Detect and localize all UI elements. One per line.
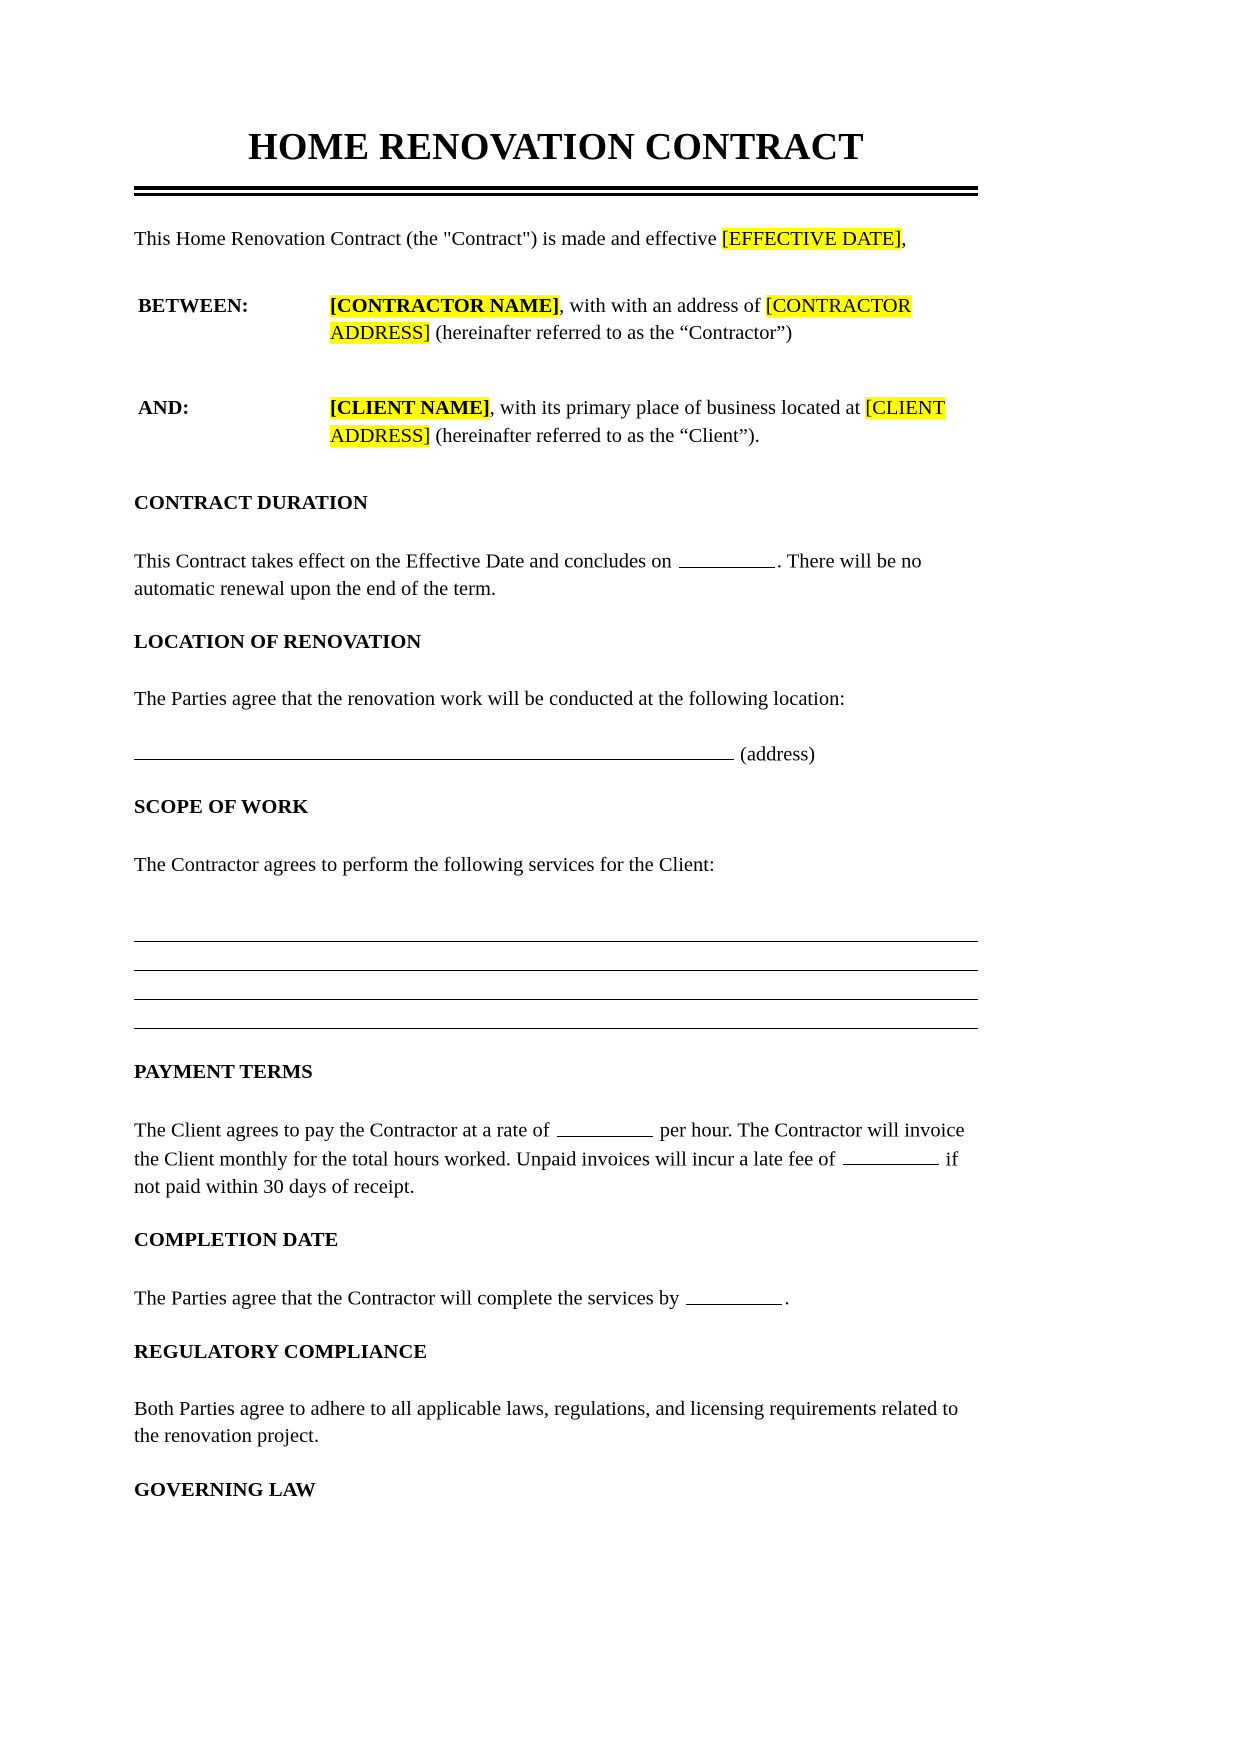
payment-terms-text-1: The Client agrees to pay the Contractor at a rate of [134, 1119, 555, 1142]
client-address-placeholder[interactable]: [CLIENT ADDRESS] [330, 397, 946, 447]
spacer [134, 714, 978, 740]
contractor-text-after-address: (hereinafter referred to as the “Contractor”) [430, 322, 793, 345]
heading-regulatory-compliance: REGULATORY COMPLIANCE [134, 1340, 428, 1363]
scope-of-work-blank-lines [134, 913, 978, 1029]
heading-governing-law: GOVERNING LAW [134, 1478, 316, 1501]
contractor-name-placeholder[interactable]: [CONTRACTOR NAME] [330, 294, 560, 317]
effective-date-placeholder[interactable]: [EFFECTIVE DATE] [721, 227, 902, 250]
intro-text-leading: This Home Renovation Contract (the "Contract") is made and effective [134, 227, 722, 250]
heading-location-of-renovation: LOCATION OF RENOVATION [134, 631, 422, 654]
heading-payment-terms: PAYMENT TERMS [134, 1060, 313, 1083]
paragraph-regulatory-compliance: Both Parties agree to adhere to all applicable laws, regulations, and licensing requirements related to the renovation project. [134, 1398, 959, 1448]
spacer [134, 1254, 978, 1284]
completion-date-blank[interactable] [686, 1284, 782, 1304]
party-label-and: AND: [138, 397, 190, 420]
spacer [134, 1029, 978, 1059]
intro-paragraph [134, 226, 978, 253]
spacer [134, 603, 978, 629]
contract-duration-text-2: . There will be no automatic renewal upon the end of the term. [134, 550, 922, 600]
spacer [134, 768, 978, 794]
party-label-between: BETWEEN: [138, 294, 249, 317]
party-text-between [330, 293, 978, 348]
spacer [134, 656, 978, 686]
contract-duration-text-1: This Contract takes effect on the Effective Date and concludes on [134, 550, 677, 573]
party-text-and [330, 395, 978, 450]
spacer [134, 1086, 978, 1116]
client-name-placeholder[interactable]: [CLIENT NAME] [330, 397, 490, 420]
title-divider [134, 186, 978, 196]
client-text-after-address: (hereinafter referred to as the “Client”). [430, 424, 760, 447]
spacer [134, 1451, 978, 1477]
spacer [134, 253, 978, 293]
document-content [134, 0, 978, 1504]
spacer [134, 1201, 978, 1227]
payment-terms-text-3: if not paid within 30 days of receipt. [134, 1148, 959, 1198]
scope-blank-line[interactable] [134, 1000, 978, 1029]
spacer [134, 1313, 978, 1339]
contractor-text-after-name: , with with an address of [559, 294, 766, 317]
heading-scope-of-work: SCOPE OF WORK [134, 796, 309, 819]
location-address-blank[interactable] [134, 740, 734, 760]
intro-text-trailing: , [901, 227, 907, 250]
spacer [134, 1366, 978, 1396]
party-row-and [134, 395, 978, 450]
heading-completion-date: COMPLETION DATE [134, 1228, 339, 1251]
divider-bar-thin [134, 193, 978, 196]
spacer [134, 450, 978, 490]
paragraph-payment-terms [134, 1116, 978, 1201]
page-title: HOME RENOVATION CONTRACT [248, 126, 864, 168]
location-address-caption: (address) [740, 743, 816, 766]
party-row-between [134, 293, 978, 348]
completion-date-text-2: . [784, 1287, 790, 1310]
spacer [134, 517, 978, 547]
contract-end-date-blank[interactable] [679, 547, 775, 567]
scope-blank-line[interactable] [134, 913, 978, 942]
location-address-line-row [134, 740, 978, 769]
late-fee-blank[interactable] [843, 1145, 939, 1165]
client-text-after-name: , with its primary place of business located at [489, 397, 866, 420]
payment-terms-text-2: per hour. The Contractor will invoice the Client monthly for the total hours worked. Unpaid invoices will incur a late fee of [134, 1119, 965, 1171]
scope-blank-line[interactable] [134, 942, 978, 971]
paragraph-scope-of-work: The Contractor agrees to perform the following services for the Client: [134, 853, 715, 876]
spacer [134, 347, 978, 395]
spacer [134, 879, 978, 913]
contractor-address-placeholder[interactable]: [CONTRACTOR ADDRESS] [330, 294, 912, 345]
paragraph-contract-duration [134, 547, 978, 603]
paragraph-location-of-renovation: The Parties agree that the renovation work will be conducted at the following location: [134, 688, 846, 711]
scope-blank-line[interactable] [134, 971, 978, 1000]
spacer [134, 822, 978, 852]
hourly-rate-blank[interactable] [557, 1116, 653, 1136]
heading-contract-duration: CONTRACT DURATION [134, 491, 368, 514]
paragraph-completion-date [134, 1284, 978, 1313]
completion-date-text-1: The Parties agree that the Contractor will complete the services by [134, 1287, 685, 1310]
